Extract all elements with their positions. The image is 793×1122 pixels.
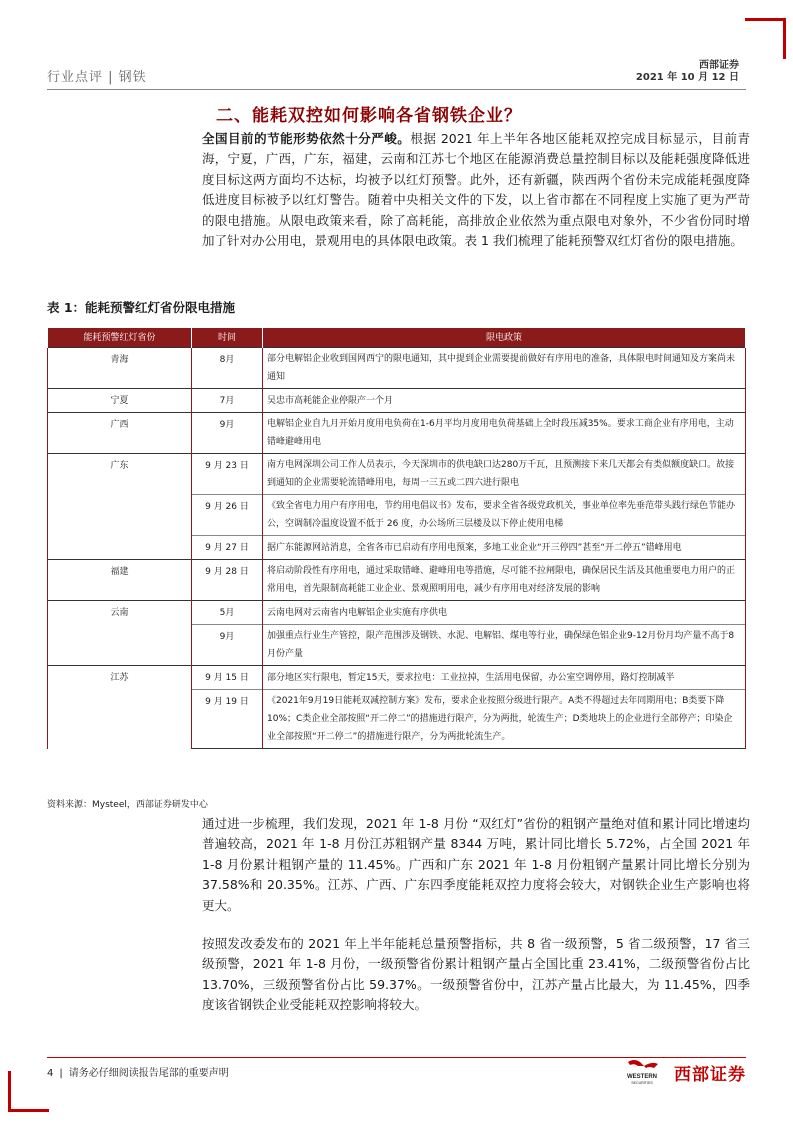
header-policy: 限电政策 xyxy=(263,328,746,348)
bull-logo-icon xyxy=(614,1058,670,1086)
time-cell: 9 月 23 日 xyxy=(192,454,263,495)
disclaimer-note: 请务必仔细阅读报告尾部的重要声明 xyxy=(68,1068,229,1079)
province-cell: 青海 xyxy=(48,348,192,389)
policy-cell: 吴忠市高耗能企业停限产一个月 xyxy=(263,389,746,413)
policy-cell: 部分地区实行限电，暂定15天，要求拉电：工业拉掉，生活用电保留，办公室空调停用，路灯控制减半 xyxy=(263,666,746,690)
policy-cell: 云南电网对云南省内电解铝企业实施有序供电 xyxy=(263,601,746,625)
table-caption: 表 1：能耗预警红灯省份限电措施 xyxy=(47,300,236,315)
footer-note xyxy=(47,1064,235,1079)
time-cell: 9 月 27 日 xyxy=(192,536,263,560)
province-cell: 广西 xyxy=(48,413,192,454)
time-cell: 9月 xyxy=(192,625,263,666)
time-cell: 9 月 15 日 xyxy=(192,666,263,690)
policy-cell: 南方电网深圳公司工作人员表示，今天深圳市的供电缺口达280万千瓦，且预测接下来几天都会有类似额度缺口。故接到通知的企业需要轮流错峰用电，每周一三五或二四六进行限电 xyxy=(263,454,746,495)
table-row xyxy=(48,348,746,389)
time-cell: 9月 xyxy=(192,413,263,454)
table-row xyxy=(48,666,746,690)
paragraph-warning-levels: 按照发改委发布的 2021 年上半年能耗总量预警指标，共 8 省一级预警，5 省二级预警，17 省三级预警，2021 年 1-8 月份，一级预警省份累计粗钢产量占全国比重 23.41%，二级预警省份占比 13.70%，三级预警省份占比 59.37%。一级预警省份中，江苏产量占比最大，为 11.45%，四季度该省钢铁企业受能耗双控影响将较大。 xyxy=(202,936,750,1013)
logo-text-en: WESTERN xyxy=(627,1074,657,1080)
province-cell: 云南 xyxy=(48,601,192,666)
logo-text-cn: 西部证券 xyxy=(674,1064,746,1085)
table-row xyxy=(48,413,746,454)
time-cell: 5月 xyxy=(192,601,263,625)
policy-cell: 加强重点行业生产管控，限产范围涉及钢铁、水泥、电解铝、煤电等行业，确保绿色铝企业9-12月份月均产量不高于8月份产量 xyxy=(263,625,746,666)
policy-cell: 电解铝企业自九月开始月度用电负荷在1-6月平均月度用电负荷基础上全时段压减35%。要求工商企业有序用电，主动错峰避峰用电 xyxy=(263,413,746,454)
paragraph-steel-output: 通过进一步梳理，我们发现，2021 年 1-8 月份 “双红灯”省份的粗钢产量绝对值和累计同比增速均普遍较高，2021 年 1-8 月份江苏粗钢产量 8344 万吨，累计同比增长 5.72%，占全国 2021 年 1-8 月份累计粗钢产量的 11.45%。广西和广东 2021 年 1-8 月份粗钢产量累计同比增长分别为 37.58%和 20.35%。江苏、广西、广东四季度能耗双控力度将会较大，对钢铁企业生产影响也将更大。 xyxy=(202,816,750,913)
province-cell: 宁夏 xyxy=(48,389,192,413)
logo-text-en-sub: SECURITIES xyxy=(631,1081,653,1085)
province-cell: 广东 xyxy=(48,454,192,560)
policy-cell: 部分电解铝企业收到国网西宁的限电通知，其中提到企业需要提前做好有序用电的准备，具体限电时间通知及方案尚未通知 xyxy=(263,348,746,389)
western-securities-logo xyxy=(614,1058,746,1086)
paragraph-body: 根据 2021 年上半年各地区能耗双控完成目标显示，目前青海，宁夏，广西，广东，福建，云南和江苏七个地区在能源消费总量控制目标以及能耗强度降低进度目标这两方面均不达标，均被予以红灯预警。此外，还有新疆，陕西两个省份未完成能耗强度降低进度目标被予以红灯警告。随着中央相关文件的下发，以上省市都在不同程度上实施了更为严苛的限电措施。从限电政策来看，除了高耗能，高排放企业依然为重点限电对象外，不少省份同时增加了针对办公用电，景观用电的具体限电政策。表 1 我们梳理了能耗预警双红灯省份的限电措施。 xyxy=(202,131,750,249)
section-title: 二、能耗双控如何影响各省钢铁企业？ xyxy=(216,106,522,126)
header-province: 能耗预警红灯省份 xyxy=(48,328,192,348)
table-source: 资料来源：Mysteel，西部证券研发中心 xyxy=(47,800,208,810)
page-number: 4 xyxy=(47,1068,54,1079)
table-row xyxy=(48,389,746,413)
province-cell: 福建 xyxy=(48,560,192,601)
policy-cell: 《致全省电力用户有序用电，节约用电倡议书》发布，要求全省各级党政机关，事业单位率先垂范带头践行绿色节能办公，空调制冷温度设置不低于 26 度，办公场所三层楼及以下停止使用电梯 xyxy=(263,495,746,536)
corner-decoration-top-right xyxy=(745,18,786,59)
time-cell: 9 月 19 日 xyxy=(192,690,263,749)
footer-separator: | xyxy=(59,1068,63,1079)
paragraph-energy-situation xyxy=(202,129,750,251)
time-cell: 9 月 26 日 xyxy=(192,495,263,536)
paragraph-lead: 全国目前的节能形势依然十分严峻。 xyxy=(202,131,411,146)
power-restriction-table xyxy=(47,328,746,749)
header-time: 时间 xyxy=(192,328,263,348)
header-brand: 西部证券 xyxy=(699,60,739,71)
time-cell: 8月 xyxy=(192,348,263,389)
policy-cell: 《2021年9月19日能耗双减控制方案》发布，要求企业按照分级进行限产。A类不得超过去年同期用电；B类要下降10%；C类企业全部按照“开二停二”的措施进行限产，分为两批，轮流生产；D类地块上的企业进行全部停产；印染企业全部按照“开二停二”的措施进行限产，分为两批轮流生产。 xyxy=(263,690,746,749)
table-row xyxy=(48,560,746,601)
province-cell: 江苏 xyxy=(48,666,192,749)
time-cell: 9 月 28 日 xyxy=(192,560,263,601)
table-row xyxy=(48,454,746,495)
corner-decoration-bottom-left xyxy=(8,1071,49,1112)
report-date: 2021 年 10 月 12 日 xyxy=(635,72,739,83)
policy-cell: 据广东能源网站消息，全省各市已启动有序用电预案，多地工业企业“开三停四”甚至“开二停五”错峰用电 xyxy=(263,536,746,560)
table-header-row xyxy=(48,328,746,348)
report-category: 行业点评 | 钢铁 xyxy=(47,70,147,85)
policy-cell: 将启动阶段性有序用电，通过采取错峰、避峰用电等措施，尽可能不拉闸限电，确保居民生活及其他重要电力用户的正常用电，首先限制高耗能工业企业、景观照明用电，减少有序用电对经济发展的影响 xyxy=(263,560,746,601)
table-row xyxy=(48,601,746,625)
time-cell: 7月 xyxy=(192,389,263,413)
header-divider xyxy=(47,89,746,90)
